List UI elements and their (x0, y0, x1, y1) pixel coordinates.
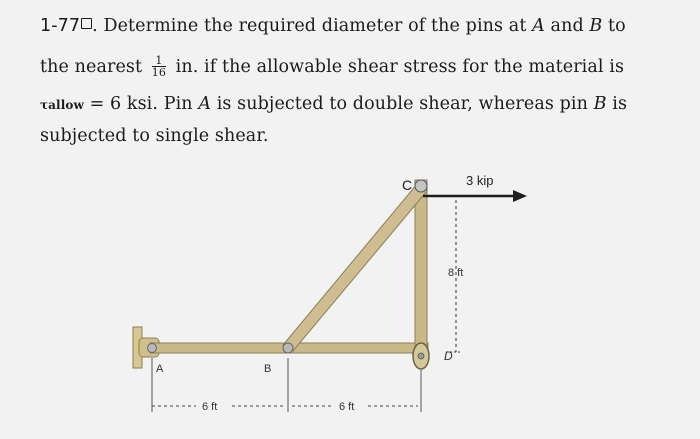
label-d: D (444, 349, 453, 363)
line3-end: is subjected to double shear, whereas pin (211, 94, 594, 114)
pin-a-icon (148, 344, 157, 353)
label-dim2: 6 ft (339, 401, 355, 413)
and-text: and (544, 16, 590, 36)
line3-pin-b: B (593, 94, 607, 114)
vertical-member (415, 180, 427, 358)
label-height: 8 ft (448, 267, 464, 279)
pin-a-ref: A (532, 16, 545, 36)
label-load: 3 kip (466, 173, 494, 188)
line1-end: to (602, 16, 626, 36)
fraction-denominator: 16 (151, 66, 166, 79)
pin-d-icon (418, 353, 424, 359)
label-b: B (264, 363, 272, 375)
label-dim1: 6 ft (202, 401, 218, 413)
line3-mid: = 6 ksi. Pin (83, 94, 199, 114)
line3-is: is (606, 94, 628, 114)
load-arrowhead-icon (513, 190, 527, 202)
line3-pin-a: A (198, 94, 212, 114)
line1-text: . Determine the required diameter of the pins at (92, 16, 533, 36)
pin-b-ref: B (589, 16, 603, 36)
label-a: A (156, 363, 164, 375)
pin-c-icon (415, 180, 427, 192)
line2-end: in. if the allowable shear stress for the material is (169, 57, 625, 77)
label-c: C (402, 177, 413, 193)
line4-text: subjected to single shear. (40, 126, 269, 146)
problem-number: 1-77 (40, 16, 81, 36)
pin-b-icon (283, 343, 293, 353)
line2-start: the nearest (40, 57, 148, 77)
tau-allow-symbol: τallow (40, 98, 84, 112)
fraction-numerator: 1 (152, 55, 166, 67)
diagonal-member (283, 184, 427, 351)
